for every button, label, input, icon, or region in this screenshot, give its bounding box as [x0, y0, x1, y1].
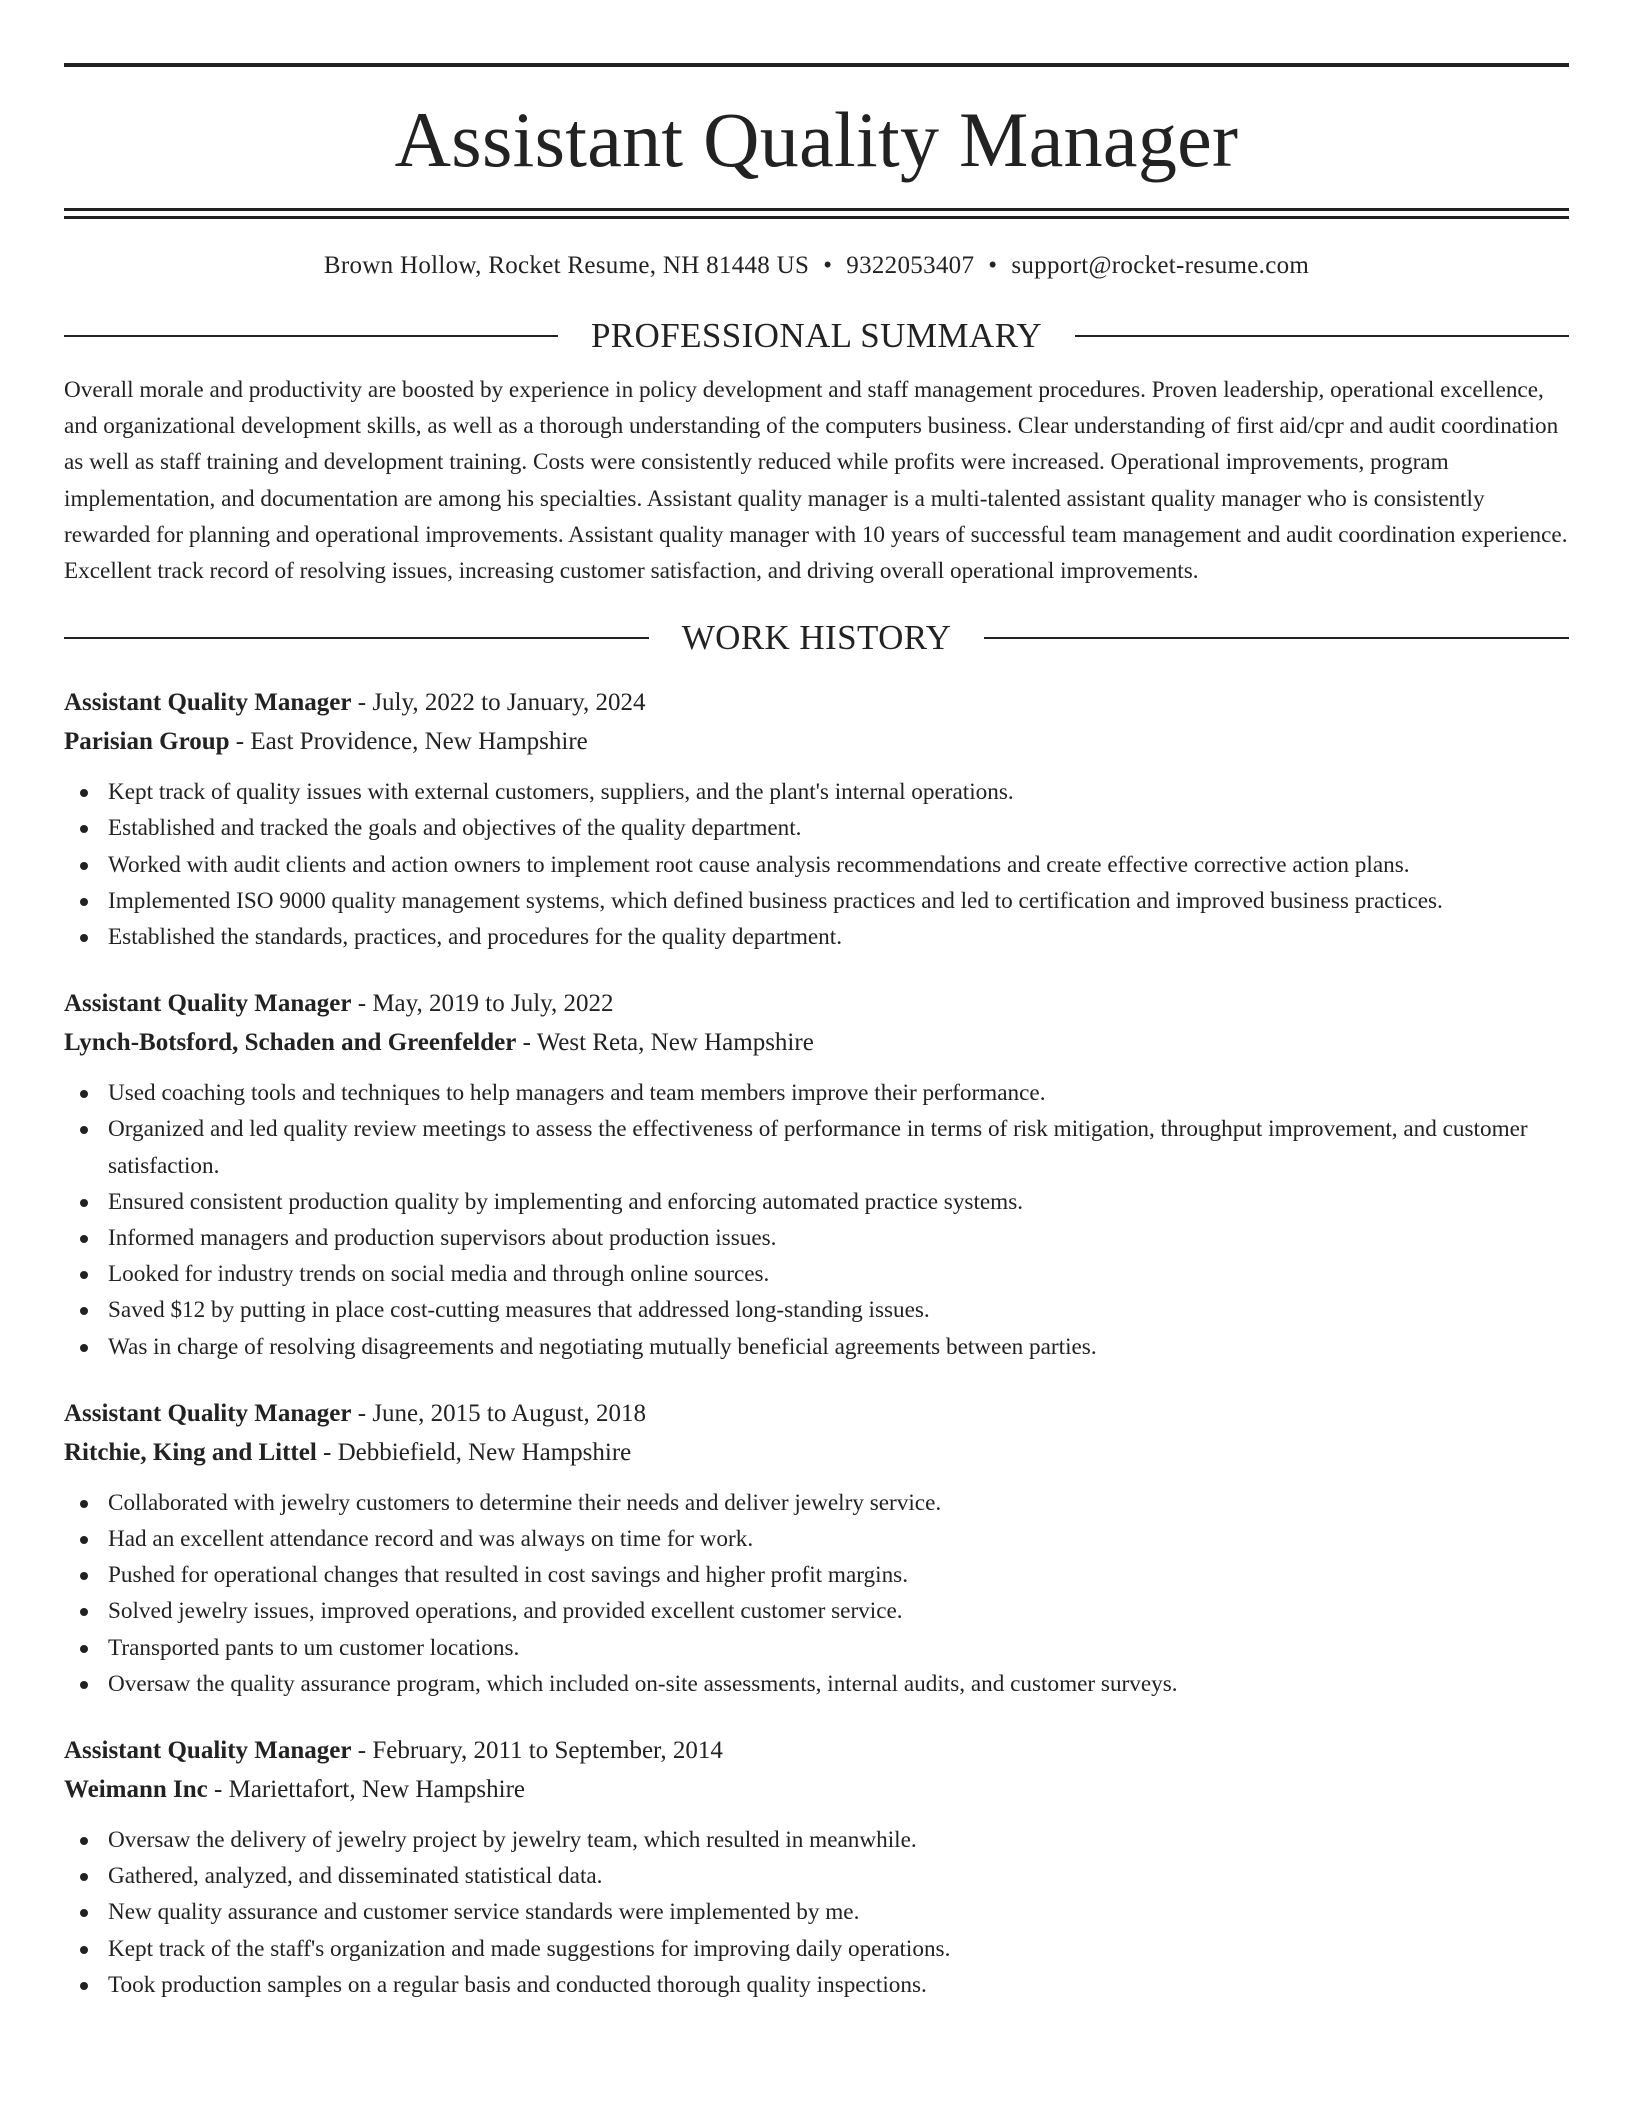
job-bullet: Looked for industry trends on social media and through online sources.: [64, 1256, 1569, 1292]
job-entry: [64, 1394, 1569, 1702]
work-section-header: [64, 618, 1569, 658]
job-bullet: Kept track of the staff's organization and made suggestions for improving daily operations.: [64, 1931, 1569, 1967]
job-bullet: Ensured consistent production quality by implementing and enforcing automated practice systems.: [64, 1184, 1569, 1220]
contact-address: Brown Hollow, Rocket Resume, NH 81448 US: [323, 252, 810, 279]
section-rule-left: [64, 637, 649, 639]
contact-email[interactable]: support@rocket-resume.com: [1011, 252, 1310, 279]
job-bullet: Organized and led quality review meetings to assess the effectiveness of performance in terms of risk mitigation, throughput improvement, and customer satisfaction.: [64, 1111, 1569, 1183]
resume-page: [64, 63, 1569, 2003]
job-bullets: [64, 774, 1569, 955]
job-dates: - May, 2019 to July, 2022: [351, 990, 614, 1018]
job-bullets: [64, 1822, 1569, 2003]
job-company-line: [64, 1770, 1569, 1809]
section-rule-left: [64, 335, 558, 337]
job-list: [64, 683, 1569, 2003]
section-rule-right: [984, 637, 1569, 639]
job-company-line: [64, 722, 1569, 761]
job-title-line: [64, 683, 1569, 722]
job-title-line: [64, 984, 1569, 1023]
contact-phone[interactable]: 9322053407: [846, 252, 975, 279]
work-heading: WORK HISTORY: [681, 618, 952, 658]
job-company: Ritchie, King and Littel: [64, 1438, 317, 1466]
job-location: - Mariettafort, New Hampshire: [207, 1776, 526, 1804]
job-company: Weimann Inc: [64, 1776, 208, 1804]
job-entry: [64, 984, 1569, 1365]
job-dates: - February, 2011 to September, 2014: [351, 1737, 723, 1765]
job-dates: - June, 2015 to August, 2018: [351, 1399, 646, 1427]
job-bullets: [64, 1075, 1569, 1365]
job-bullet: Established and tracked the goals and objectives of the quality department.: [64, 810, 1569, 846]
job-title-line: [64, 1731, 1569, 1770]
job-bullet: Oversaw the delivery of jewelry project by jewelry team, which resulted in meanwhile.: [64, 1822, 1569, 1858]
job-title: Assistant Quality Manager: [64, 1399, 352, 1427]
job-bullet: Had an excellent attendance record and was always on time for work.: [64, 1521, 1569, 1557]
job-bullet: Was in charge of resolving disagreements and negotiating mutually beneficial agreements between parties.: [64, 1329, 1569, 1365]
job-company-line: [64, 1433, 1569, 1472]
job-bullet: Collaborated with jewelry customers to determine their needs and deliver jewelry service.: [64, 1485, 1569, 1521]
double-rule: [64, 208, 1569, 219]
job-bullet: Kept track of quality issues with external customers, suppliers, and the plant's internal operations.: [64, 774, 1569, 810]
job-title: Assistant Quality Manager: [64, 689, 352, 717]
job-bullet: Established the standards, practices, and procedures for the quality department.: [64, 919, 1569, 955]
job-location: - Debbiefield, New Hampshire: [316, 1438, 632, 1466]
section-rule-right: [1075, 335, 1569, 337]
job-entry: [64, 1731, 1569, 2003]
summary-text: Overall morale and productivity are boosted by experience in policy development and staff management procedures. Proven leadership, operational excellence, and organizational development skills, as well as a thorough understanding of the computers business. Clear understanding of first aid/cpr and audit coordination as well as staff training and development training. Costs were consistently reduced while profits were increased. Operational improvements, program implementation, and documentation are among his specialties. Assistant quality manager is a multi-talented assistant quality manager who is consistently rewarded for planning and operational improvements. Assistant quality manager with 10 years of successful team management and audit coordination experience. Excellent track record of resolving issues, increasing customer satisfaction, and driving overall operational improvements.: [64, 377, 1568, 585]
job-bullets: [64, 1485, 1569, 1702]
job-title-line: [64, 1394, 1569, 1433]
job-bullet: Oversaw the quality assurance program, which included on-site assessments, internal audits, and customer surveys.: [64, 1666, 1569, 1702]
summary-section-header: [64, 316, 1569, 356]
job-title: Assistant Quality Manager: [64, 1737, 352, 1765]
job-company: Parisian Group: [64, 728, 230, 756]
job-bullet: Solved jewelry issues, improved operations, and provided excellent customer service.: [64, 1593, 1569, 1629]
job-bullet: Worked with audit clients and action owners to implement root cause analysis recommendations and create effective corrective action plans.: [64, 847, 1569, 883]
job-entry: [64, 683, 1569, 955]
summary-heading: PROFESSIONAL SUMMARY: [590, 316, 1043, 355]
job-location: - West Reta, New Hampshire: [516, 1029, 814, 1057]
separator-dot: •: [823, 252, 833, 279]
job-company-line: [64, 1023, 1569, 1062]
job-bullet: Used coaching tools and techniques to help managers and team members improve their performance.: [64, 1075, 1569, 1111]
job-bullet: New quality assurance and customer service standards were implemented by me.: [64, 1894, 1569, 1930]
job-bullet: Transported pants to um customer locations.: [64, 1630, 1569, 1666]
contact-line: [64, 252, 1569, 280]
job-title: Assistant Quality Manager: [64, 990, 352, 1018]
job-dates: - July, 2022 to January, 2024: [351, 689, 646, 717]
job-company: Lynch-Botsford, Schaden and Greenfelder: [64, 1029, 517, 1057]
job-bullet: Pushed for operational changes that resulted in cost savings and higher profit margins.: [64, 1557, 1569, 1593]
top-rule: [64, 63, 1569, 67]
candidate-name: Assistant Quality Manager: [394, 96, 1239, 183]
job-location: - East Providence, New Hampshire: [229, 728, 588, 756]
separator-dot: •: [988, 252, 998, 279]
job-bullet: Gathered, analyzed, and disseminated statistical data.: [64, 1858, 1569, 1894]
job-bullet: Took production samples on a regular basis and conducted thorough quality inspections.: [64, 1967, 1569, 2003]
job-bullet: Informed managers and production supervisors about production issues.: [64, 1220, 1569, 1256]
job-bullet: Saved $12 by putting in place cost-cutting measures that addressed long-standing issues.: [64, 1292, 1569, 1328]
job-bullet: Implemented ISO 9000 quality management systems, which defined business practices and led to certification and improved business practices.: [64, 883, 1569, 919]
